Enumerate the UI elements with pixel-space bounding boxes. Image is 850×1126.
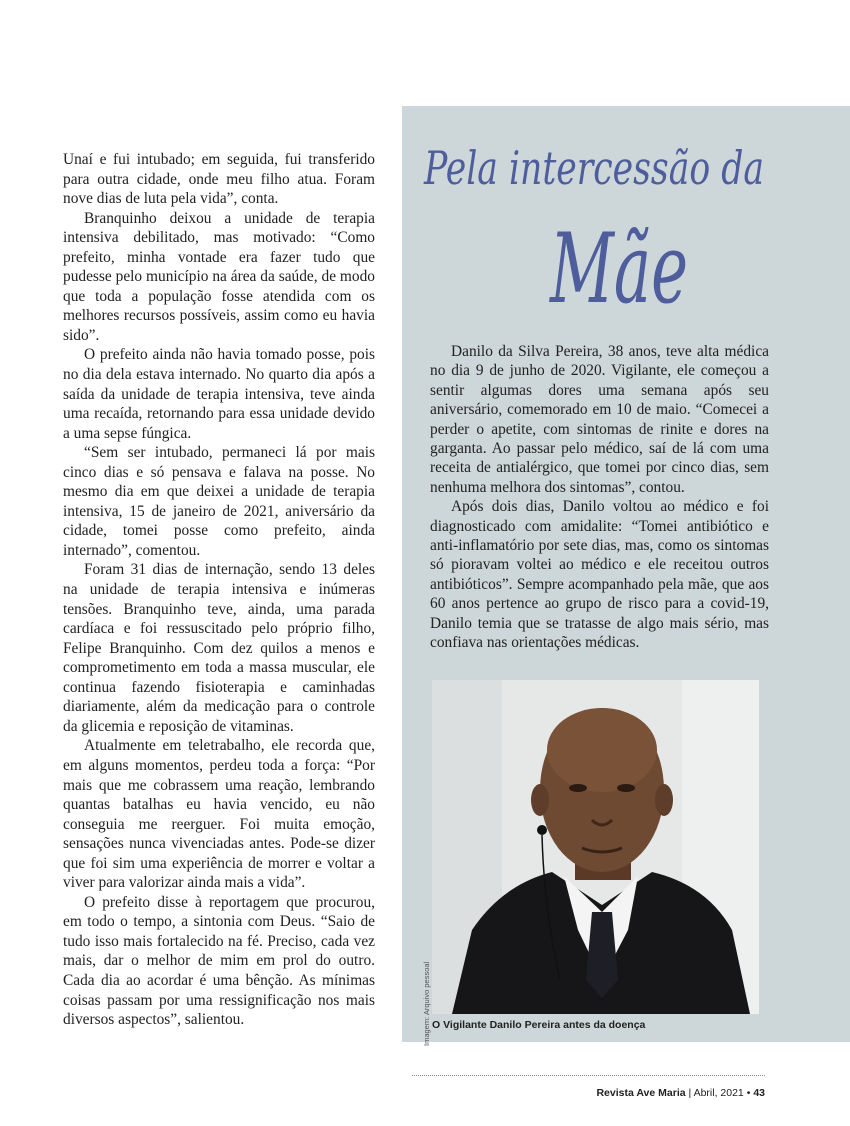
paragraph: Danilo da Silva Pereira, 38 anos, teve alta médica no dia 9 de junho de 2020. Vigilante, ele começou a sentir algumas dores uma semana após seu aniversário, comemorado em 10 de maio. “Comecei a perder o apetite, com sintomas de rinite e dores na garganta. Ao passar pelo médico, saí de lá com uma receita de antialérgico, que tomei por cinco dias, sem nenhuma melhora dos sintomas”, contou. (430, 343, 769, 496)
page-footer (590, 1087, 765, 1099)
footer-separator: | (688, 1087, 692, 1099)
paragraph: “Sem ser intubado, permaneci lá por mais cinco dias e só pensava e falava na posse. No mesmo dia em que deixei a unidade de terapia intensiva, 15 de janeiro de 2021, aniversário da cidade, tomei posse como prefeito, ainda internado”, comentou. (63, 444, 375, 559)
sidebar-box (402, 106, 850, 1046)
sidebar-title (402, 106, 850, 336)
portrait-photo (432, 680, 759, 1014)
paragraph: O prefeito ainda não havia tomado posse, pois no dia dela estava internado. No quarto dia após a saída da unidade de terapia intensiva, teve ainda uma recaída, retornando para essa unidade devido a uma sepse fúngica. (63, 346, 375, 442)
footer-divider (412, 1075, 765, 1076)
photo-credit: Imagem: Arquivo pessoal (422, 961, 431, 1046)
title-line-1: Pela intercessão da (423, 141, 764, 195)
sidebar-article (430, 342, 769, 653)
paragraph: Atualmente em teletrabalho, ele recorda que, em alguns momentos, perdeu toda a força: “Por mais que me cobrassem uma reação, lembrando quantas batalhas eu havia vencido, eu não conseguia me reerguer. Foi muita emoção, sensações nunca vivenciadas antes. Pode-se dizer que foi sim uma experiência de morrer e voltar a viver para valorizar ainda mais a vida”. (63, 737, 375, 892)
title-line-2: Mãe (548, 213, 688, 325)
footer-bullet: • (746, 1087, 751, 1099)
photo-caption: O Vigilante Danilo Pereira antes da doença (432, 1019, 646, 1031)
paragraph: Foram 31 dias de internação, sendo 13 deles na unidade de terapia intensiva e inúmeras tensões. Branquinho teve, ainda, uma parada cardíaca e foi ressuscitado pelo próprio filho, Felipe Branquinho. Com dez quilos a menos e comprometimento em toda a massa muscular, ele continua fazendo fisioterapia e caminhadas diariamente, além da medicação para o controle da glicemia e reposição de vitaminas. (63, 561, 375, 735)
issue-date: Abril, 2021 (693, 1087, 744, 1099)
paragraph: O prefeito disse à reportagem que procurou, em todo o tempo, a sintonia com Deus. “Saio de tudo isso mais fortalecido na fé. Preciso, cada vez mais, dar o melhor de mim em prol do outro. Cada dia ao acordar é uma bênção. As mínimas coisas passam por uma ressignificação nos mais diversos aspectos”, salientou. (63, 893, 375, 1029)
page-number: 43 (753, 1087, 765, 1099)
paragraph: Após dois dias, Danilo voltou ao médico e foi diagnosticado com amidalite: “Tomei antibiótico e anti-inflamatório por sete dias, mas, como os sintomas só pioravam voltei ao médico e ele receitou outros antibióticos”. Sempre acompanhado pela mãe, que aos 60 anos pertence ao grupo de risco para a covid-19, Danilo temia que se tratasse de algo mais sério, mas confiava nas orientações médicas. (430, 498, 769, 652)
paragraph: Unaí e fui intubado; em seguida, fui transferido para outra cidade, onde meu filho atua. Foram nove dias de luta pela vida”, conta. (63, 151, 375, 208)
paragraph: Branquinho deixou a unidade de terapia intensiva debilitado, mas motivado: “Como prefeito, minha vontade era fazer tudo que pudesse pelo município na área da saúde, de modo que toda a população fosse atendida com os melhores recursos possíveis, assim como eu havia sido”. (63, 209, 375, 344)
article-left-column (63, 150, 375, 1030)
magazine-name: Revista Ave Maria (596, 1087, 686, 1099)
